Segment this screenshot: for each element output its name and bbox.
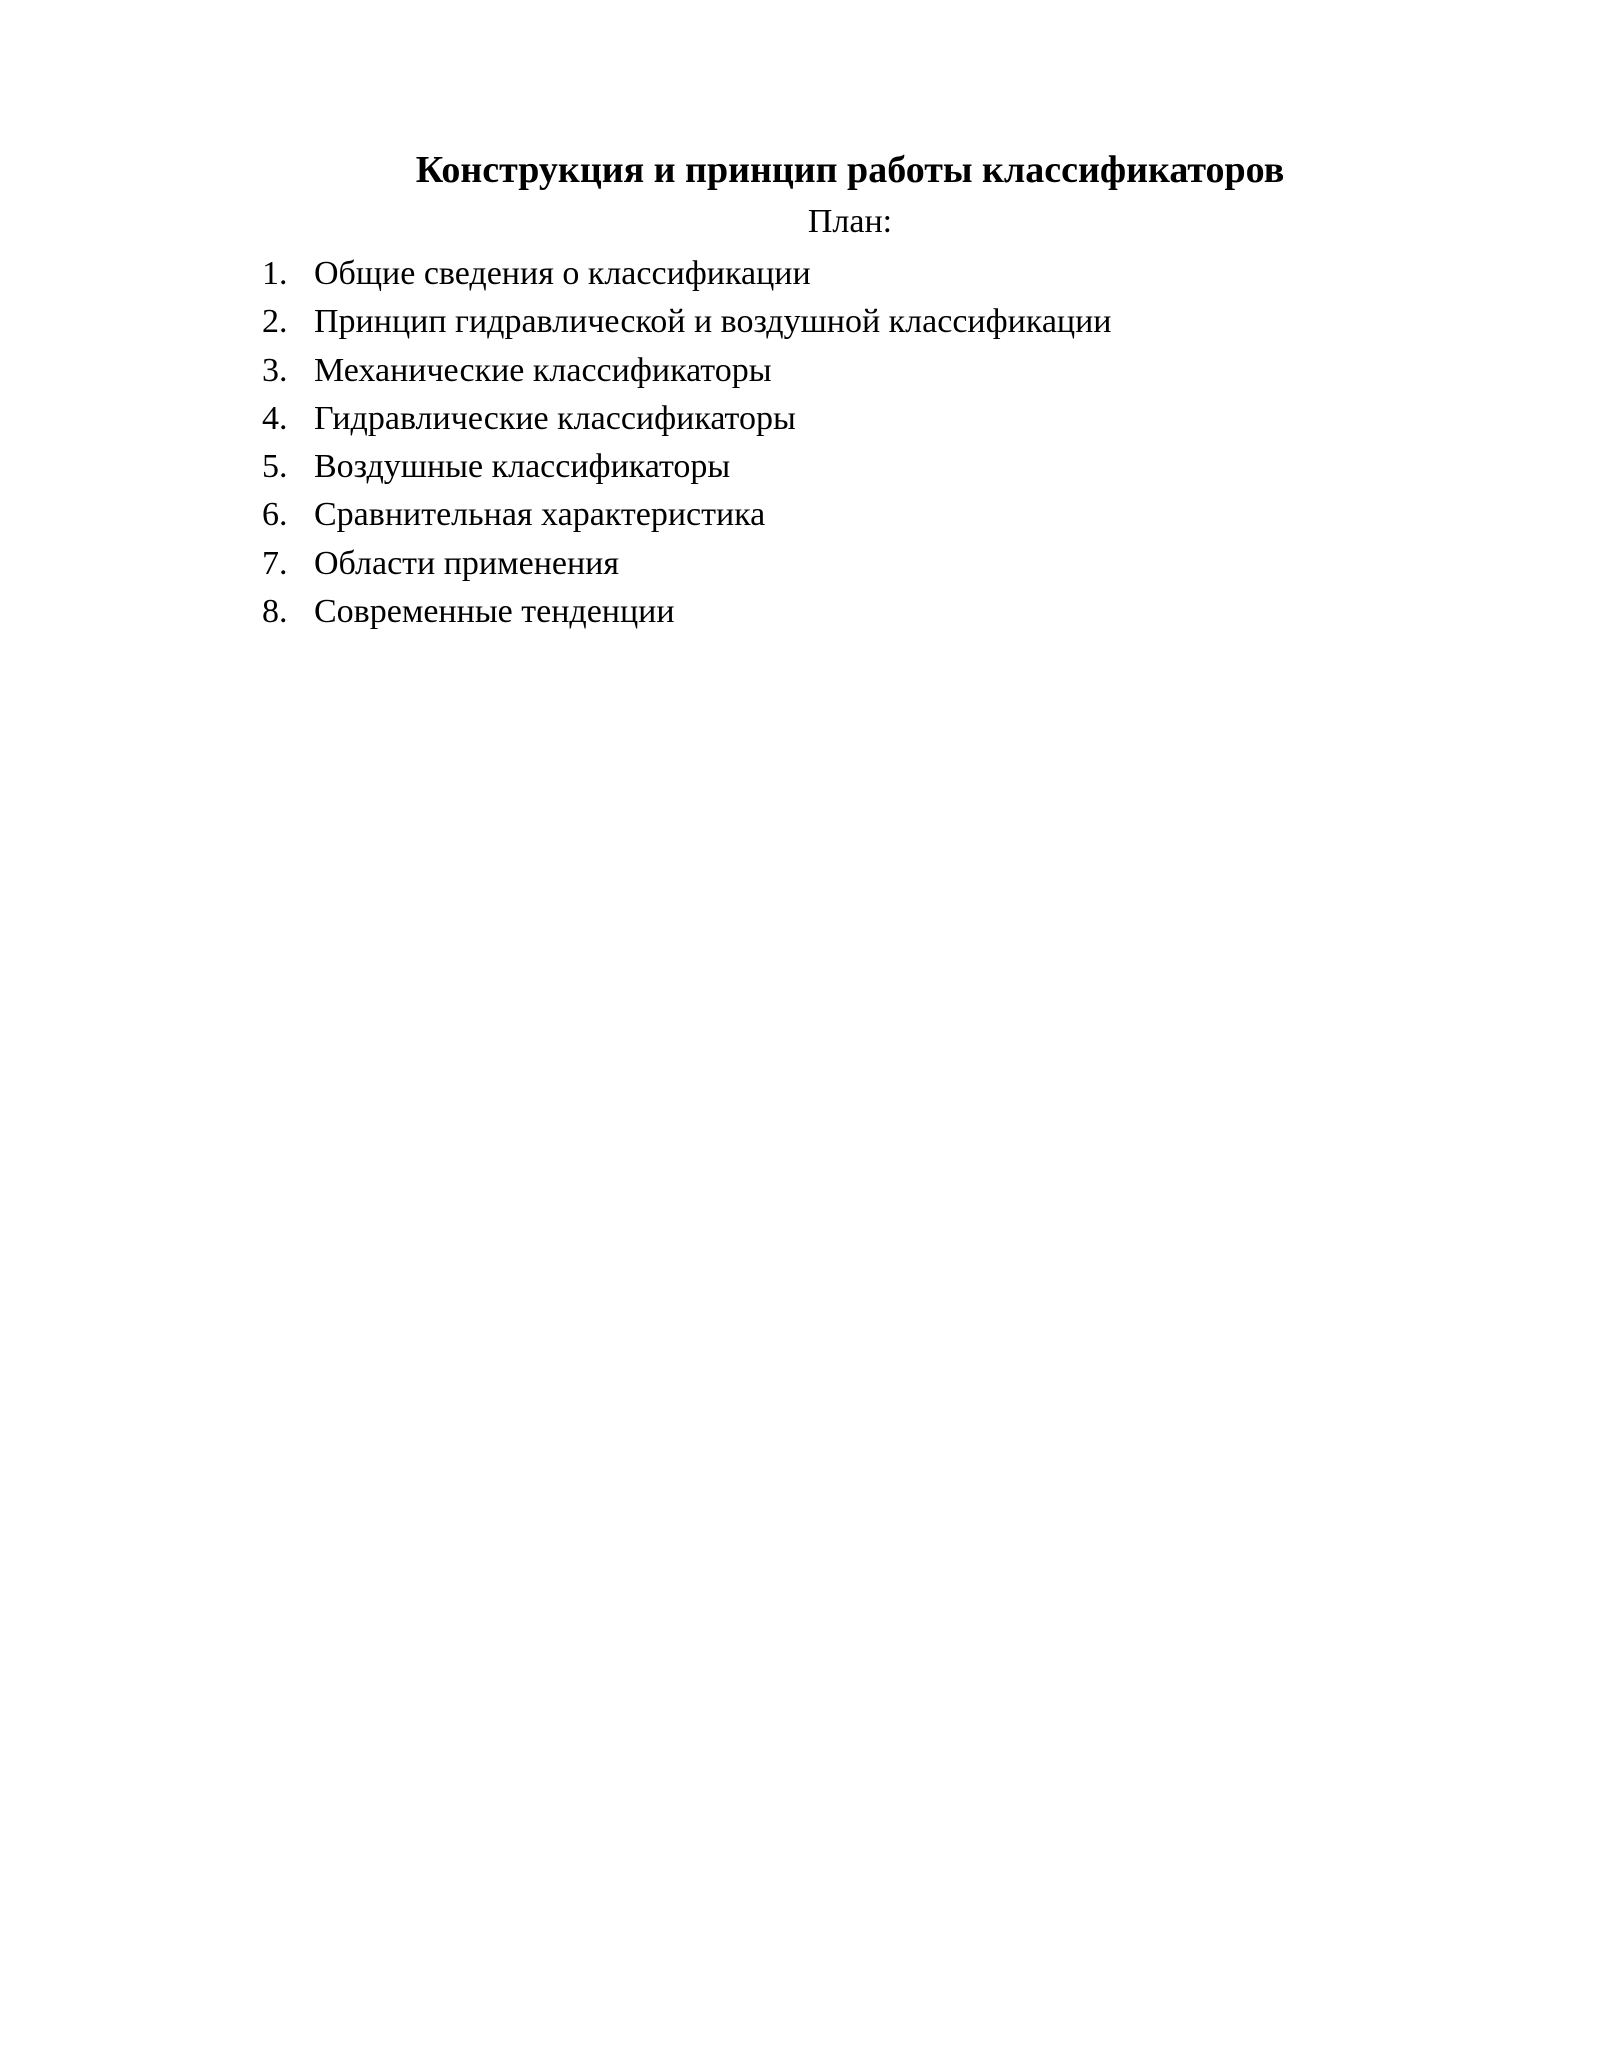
plan-item-text: Сравнительная характеристика — [314, 496, 766, 534]
plan-item-number: 8. — [262, 593, 288, 631]
plan-item — [262, 443, 1112, 491]
plan-item-number: 5. — [262, 448, 288, 486]
plan-item — [262, 250, 1112, 298]
plan-item-text: Воздушные классификаторы — [314, 448, 731, 486]
plan-item-number: 4. — [262, 399, 288, 437]
plan-item — [262, 395, 1112, 443]
plan-item-text: Механические классификаторы — [314, 351, 772, 389]
plan-item-number: 2. — [262, 303, 288, 341]
plan-item-number: 1. — [262, 255, 288, 292]
plan-item-text: Современные тенденции — [314, 593, 675, 631]
plan-item-number: 7. — [262, 544, 288, 582]
plan-item — [262, 347, 1112, 395]
plan-item-text: Области применения — [314, 544, 620, 582]
plan-item-number: 3. — [262, 351, 288, 389]
plan-item-text: Гидравлические классификаторы — [314, 399, 796, 437]
document-title: Конструкция и принцип работы классификаторов — [415, 149, 1285, 191]
plan-item-text: Общие сведения о классификации — [314, 255, 811, 292]
plan-item — [262, 588, 1112, 636]
plan-item — [262, 540, 1112, 588]
plan-item — [262, 491, 1112, 539]
plan-item-text: Принцип гидравлической и воздушной классификации — [314, 303, 1112, 341]
plan-list — [262, 250, 1112, 636]
plan-heading: План: — [807, 203, 893, 240]
plan-item-number: 6. — [262, 496, 288, 534]
plan-item — [262, 298, 1112, 346]
